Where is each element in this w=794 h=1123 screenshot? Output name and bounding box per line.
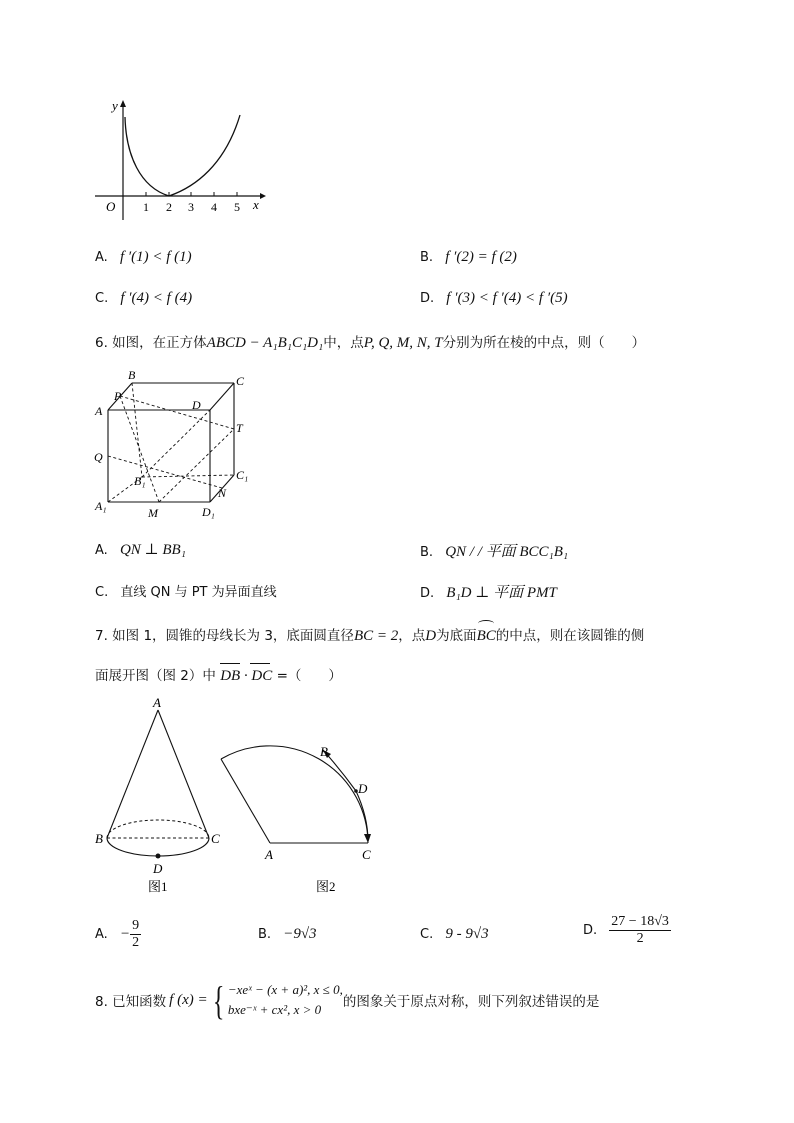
figure-2-caption: 图2 xyxy=(316,879,336,894)
vertex-label-c1: C₁ xyxy=(236,468,249,482)
q6-option-b[interactable] xyxy=(420,540,568,561)
option-letter: C. xyxy=(95,585,109,600)
point-d-marker xyxy=(156,854,161,859)
option-letter: B. xyxy=(258,927,272,942)
point-label-m: M xyxy=(148,506,158,520)
label-b: B xyxy=(95,831,103,846)
figure-1-caption: 图1 xyxy=(148,879,168,894)
option-text: −9√3 xyxy=(283,926,317,942)
option-text: B₁D ⊥ 平面 PMT xyxy=(446,585,557,601)
option-text: f ′(4) < f (4) xyxy=(120,290,193,306)
q7-stem-line1: 7. 如图 1，圆锥的母线长为 3，底面圆直径BC = 2，点D为底面 BC的中点，则在该圆锥的侧 xyxy=(95,624,644,645)
origin-label: O xyxy=(106,199,116,214)
option-text: f ′(2) = f (2) xyxy=(445,249,517,265)
q7-option-a[interactable]: A. − $\frac{9}{2}$ xyxy=(95,918,140,950)
tick-label: 4 xyxy=(211,200,217,214)
vector-expression: DB · DC xyxy=(220,668,272,684)
tick-label: 3 xyxy=(188,200,194,214)
case-2: bxe⁻ˣ + cx², x > 0 xyxy=(227,1002,322,1017)
q6-option-a[interactable] xyxy=(95,540,186,559)
vertex-label-d: D xyxy=(192,398,201,412)
q6-stem: 6. 如图，在正方体ABCD − A₁B₁C₁D₁中，点P, Q, M, N, T分别为所在棱的中点，则（ ） xyxy=(95,335,646,351)
fraction: $\frac{27 - 18√3}{2}$ xyxy=(611,914,669,946)
q7-option-b[interactable] xyxy=(258,926,317,943)
x-axis-label: x xyxy=(253,197,259,212)
option-text: f ′(1) < f (1) xyxy=(119,249,192,265)
q7-cone-figure xyxy=(90,695,230,900)
option-letter: A. xyxy=(95,250,108,265)
option-text: QN ⊥ BB₁ xyxy=(119,542,186,558)
point-label-p: P xyxy=(114,389,122,403)
q7-sector-figure xyxy=(210,735,390,900)
option-text: 9 - 9√3 xyxy=(445,926,489,942)
x-axis-arrow xyxy=(260,193,266,199)
q7-stem-line2: 面展开图（图 2）中 DB · DC =（ ） xyxy=(95,664,342,685)
vertex-label-c: C xyxy=(236,374,245,388)
function-name: f (x) = xyxy=(169,991,208,1008)
function-curve xyxy=(125,115,240,196)
label-d: D xyxy=(358,781,368,796)
option-text: f ′(3) < f ′(4) < f ′(5) xyxy=(446,290,568,306)
option-letter: A. xyxy=(95,927,108,942)
label-c: C xyxy=(211,831,220,846)
label-b: B xyxy=(320,744,328,759)
option-letter: C. xyxy=(95,291,109,306)
point-label-q: Q xyxy=(94,450,103,464)
piecewise-brace: { xyxy=(212,977,224,1023)
vertex-label-d1: D₁ xyxy=(202,505,215,519)
option-letter: B. xyxy=(420,545,434,560)
q7-option-d[interactable] xyxy=(583,914,671,947)
q8-stem: 8. 已知函数 f (x) = { −xeˣ − (x + a)², x ≤ 0, bxe⁻ˣ + cx², x > 0 的图象关于原点对称，则下列叙述错误的是 xyxy=(95,977,600,1023)
label-d: D xyxy=(153,861,163,876)
q5-option-d[interactable] xyxy=(420,290,568,307)
vertex-label-a: A xyxy=(95,404,103,418)
point-label-n: N xyxy=(218,486,227,500)
point-label-t: T xyxy=(236,421,243,435)
option-text: 直线 QN 与 PT 为异面直线 xyxy=(120,585,277,600)
tick-label: 5 xyxy=(234,200,240,214)
option-letter: B. xyxy=(420,250,434,265)
y-axis-label: y xyxy=(112,98,118,113)
tick-label: 2 xyxy=(166,200,172,214)
option-letter: A. xyxy=(95,543,108,558)
q5-option-c[interactable] xyxy=(95,290,192,307)
q6-cube-figure xyxy=(90,365,260,525)
label-c: C xyxy=(362,847,371,862)
tick-label: 1 xyxy=(143,200,149,214)
piecewise-cases xyxy=(228,980,343,1020)
q7-option-c[interactable] xyxy=(420,926,489,943)
vertex-label-b1: B₁ xyxy=(134,474,146,488)
q5-function-graph xyxy=(90,95,270,225)
q5-option-a[interactable] xyxy=(95,249,192,266)
option-letter: C. xyxy=(420,927,434,942)
y-axis-arrow xyxy=(120,100,126,107)
option-letter: D. xyxy=(420,586,435,601)
q6-option-c[interactable] xyxy=(95,581,277,600)
option-letter: D. xyxy=(583,923,598,938)
vertex-label-a1: A₁ xyxy=(95,499,107,513)
q6-option-d[interactable] xyxy=(420,581,557,602)
apex-label-a: A xyxy=(153,695,161,710)
fraction: $\frac{9}{2}$ xyxy=(132,918,140,950)
option-letter: D. xyxy=(420,291,435,306)
option-text: QN / / 平面 BCC₁B₁ xyxy=(445,544,569,560)
q5-option-b[interactable] xyxy=(420,249,517,266)
vertex-label-b: B xyxy=(128,368,136,382)
label-a: A xyxy=(265,847,273,862)
case-1: −xeˣ − (x + a)², x ≤ 0, xyxy=(227,982,343,997)
arc-bc: BC xyxy=(477,622,496,644)
